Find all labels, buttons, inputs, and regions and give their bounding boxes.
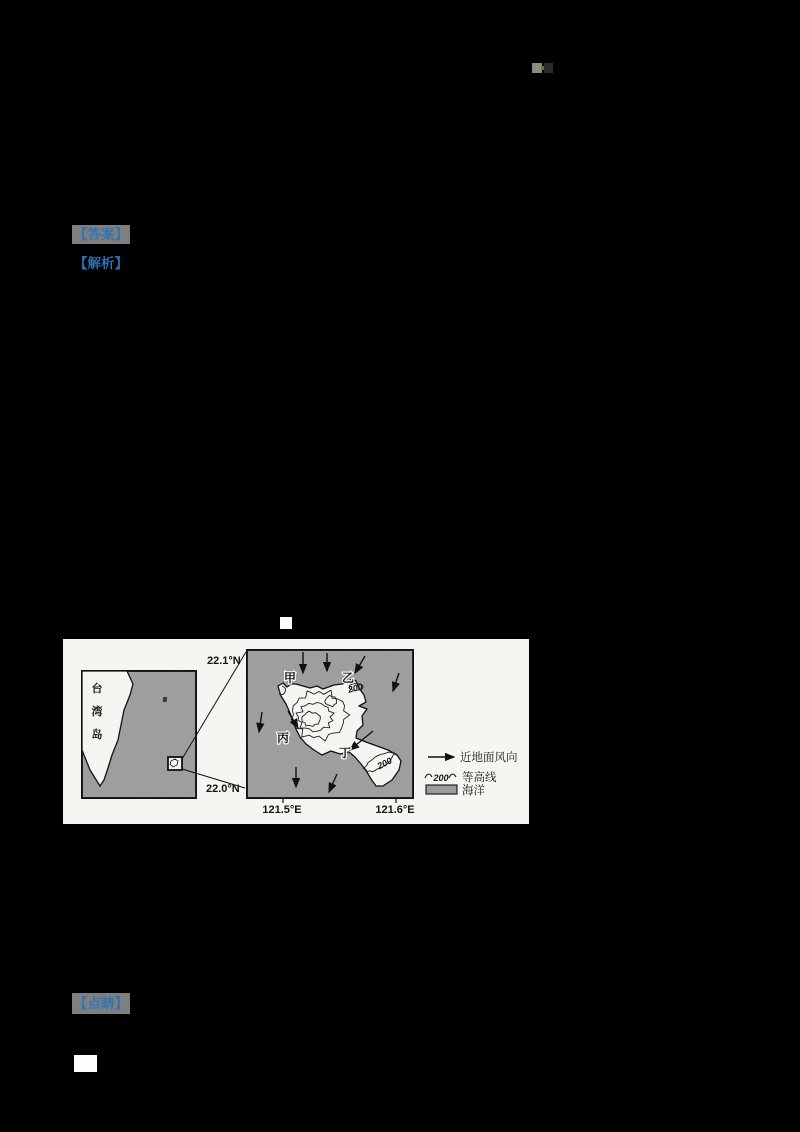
inset-small-mark <box>163 697 168 703</box>
lon-label-right: 121.6°E <box>375 804 415 816</box>
legend-contour-label: 等高线 <box>462 772 497 784</box>
legend-sea-swatch <box>426 785 457 794</box>
map-figure <box>63 639 529 824</box>
inset-label-char-1: 台 <box>91 683 103 695</box>
inset-label-char-2: 湾 <box>91 706 103 718</box>
analysis-badge: 【解析】 <box>74 256 128 271</box>
inset-label-char-3: 岛 <box>91 729 103 741</box>
main-map <box>247 650 415 816</box>
answer-badge: 【答案】 <box>74 227 128 242</box>
lat-label-bottom: 22.0°N <box>206 783 240 795</box>
contour-value-north: 200 <box>346 681 364 695</box>
map-figure-svg <box>63 639 529 824</box>
taiwan-inset-map <box>82 671 196 798</box>
point-label-ding: 丁 <box>338 746 352 760</box>
tip-badge: 【点睛】 <box>72 993 130 1014</box>
legend-contour-value: 200 <box>433 773 449 783</box>
legend-contour-squiggle-right <box>449 774 456 778</box>
bottom-left-placeholder <box>74 1055 97 1072</box>
map-legend <box>425 750 518 797</box>
legend-contour-squiggle-left <box>425 774 432 778</box>
legend-sea-label: 海洋 <box>462 785 485 797</box>
lon-label-left: 121.5°E <box>262 804 302 816</box>
artifact-square-dark <box>544 63 553 73</box>
lat-label-top: 22.1°N <box>207 655 241 667</box>
legend-wind-label: 近地面风向 <box>460 752 518 764</box>
figure-caption-placeholder <box>280 617 292 629</box>
inline-artifact-icons <box>532 63 554 74</box>
contour-value-peninsula: 200 <box>375 755 394 772</box>
point-label-bing: 丙 <box>276 731 290 745</box>
point-label-jia: 甲 <box>283 671 297 685</box>
point-label-yi: 乙 <box>341 671 355 685</box>
